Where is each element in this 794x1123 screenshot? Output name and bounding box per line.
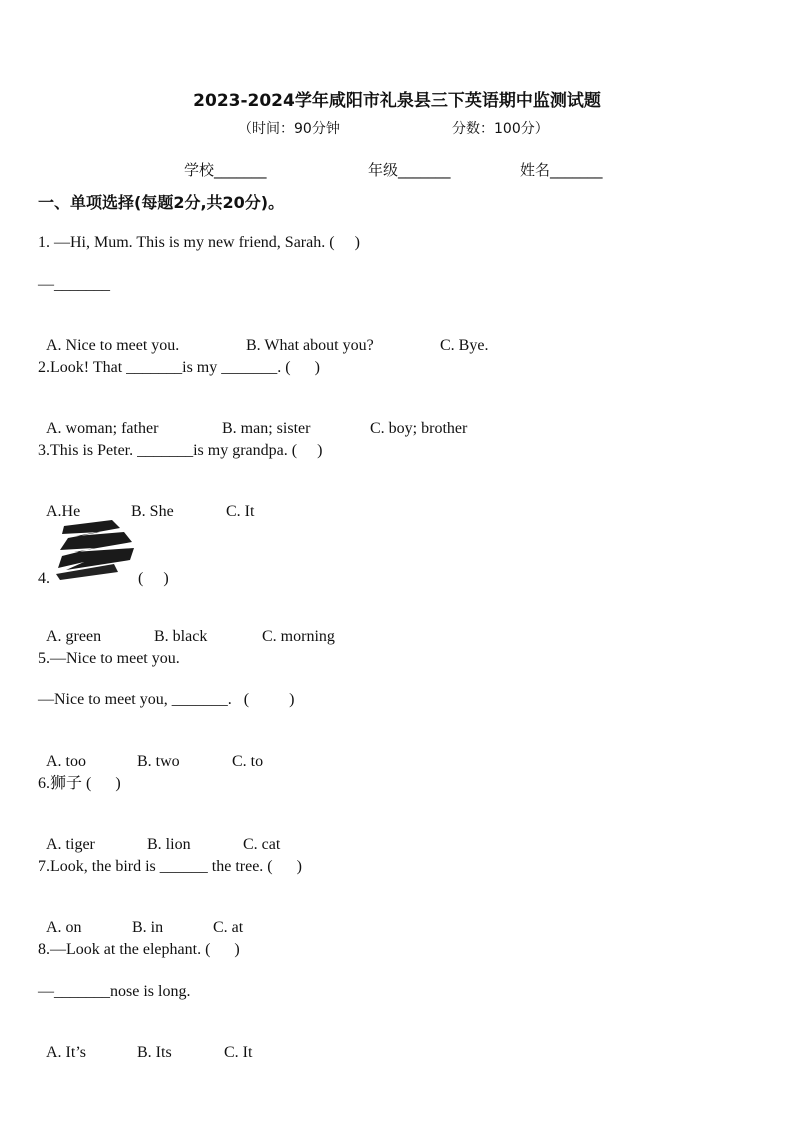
question-3-stem: 3.This is Peter. _______is my grandpa. ( ): [38, 442, 323, 459]
question-5-option-a: A. too: [46, 753, 86, 770]
question-4-option-b: B. black: [154, 628, 208, 645]
question-4-picture: [54, 518, 138, 582]
question-4-answer-paren: ( ): [138, 570, 169, 587]
question-5-option-c: C. to: [232, 753, 264, 770]
question-4-number: 4.: [38, 570, 50, 587]
question-7-option-a: A. on: [46, 919, 82, 936]
exam-time: （时间：90分钟: [238, 121, 340, 137]
page-title: 2023-2024学年咸阳市礼泉县三下英语期中监测试题: [193, 91, 601, 111]
question-8-reply: —_______nose is long.: [38, 983, 191, 1000]
question-3-options: [38, 482, 254, 522]
question-8-option-a: A. It’s: [46, 1044, 86, 1061]
question-7-option-c: C. at: [213, 919, 244, 936]
question-5-reply: —Nice to meet you, _______. ( ): [38, 691, 295, 708]
question-3-option-b: B. She: [131, 503, 174, 520]
question-1-options: [38, 316, 488, 356]
question-7-stem: 7.Look, the bird is ______ the tree. ( ): [38, 858, 302, 875]
question-3-option-c: C. It: [226, 503, 255, 520]
question-2-options: [38, 399, 467, 439]
question-1-reply: —_______: [38, 276, 110, 293]
question-2-option-b: B. man; sister: [222, 420, 311, 437]
question-6-options: [38, 815, 280, 855]
question-7-options: [38, 898, 243, 938]
question-6-option-a: A. tiger: [46, 836, 95, 853]
question-5-stem: 5.—Nice to meet you.: [38, 650, 180, 667]
exam-score: 分数：100分）: [452, 121, 549, 137]
question-8-options: [38, 1023, 252, 1063]
question-4-option-a: A. green: [46, 628, 102, 645]
question-1-option-a: A. Nice to meet you.: [46, 337, 180, 354]
question-2-stem: 2.Look! That _______is my _______. ( ): [38, 359, 320, 376]
question-4-option-c: C. morning: [262, 628, 335, 645]
question-2-option-c: C. boy; brother: [370, 420, 468, 437]
question-4-options: [38, 607, 335, 647]
question-7-option-b: B. in: [132, 919, 164, 936]
question-5-option-b: B. two: [137, 753, 180, 770]
question-6-option-b: B. lion: [147, 836, 191, 853]
question-2-option-a: A. woman; father: [46, 420, 159, 437]
name-field: 姓名_______: [520, 161, 603, 179]
question-8-option-c: C. It: [224, 1044, 253, 1061]
question-1-option-b: B. What about you?: [246, 337, 374, 354]
question-5-options: [38, 732, 263, 772]
question-8-stem: 8.—Look at the elephant. ( ): [38, 941, 240, 958]
question-8-option-b: B. Its: [137, 1044, 172, 1061]
grade-field: 年级_______: [368, 161, 451, 179]
question-1-stem: 1. —Hi, Mum. This is my new friend, Sarah. ( ): [38, 234, 360, 251]
section-heading: 一、单项选择(每题2分,共20分)。: [38, 193, 285, 212]
school-field: 学校_______: [184, 161, 267, 179]
question-1-option-c: C. Bye.: [440, 337, 489, 354]
question-6-option-c: C. cat: [243, 836, 281, 853]
question-3-option-a: A.He: [46, 503, 81, 520]
question-6-stem: 6.狮子 ( ): [38, 775, 121, 792]
